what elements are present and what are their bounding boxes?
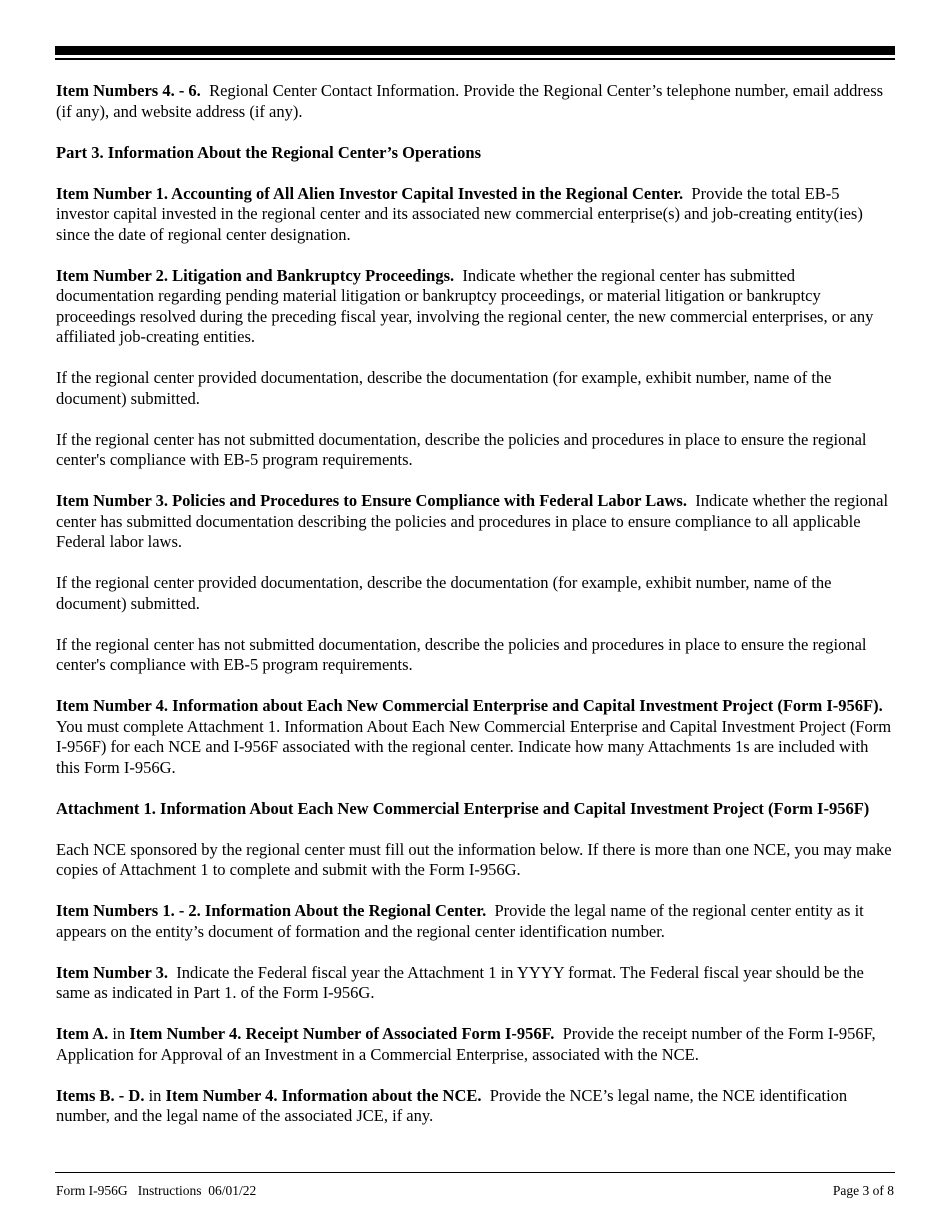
part3-item4: Item Number 4. Information about Each New Commercial Enterprise and Capital Investment Project (Form I-956F). You must complete Attachment 1. Information About Each New Commercial Enterprise and Capital Investment Project (Form I-956F) for each NCE and I-956F associated with the regional center. Indicate how many Attachments 1s are included with this Form I-956G. xyxy=(56,696,892,777)
part3-item2: Item Number 2. Litigation and Bankruptcy Proceedings. Indicate whether the regional center has submitted documentation regarding pending material litigation or bankruptcy proceedings, or material litigation or bankruptcy proceedings resolved during the preceding fiscal year, involving the regional center, the new commercial enterprises, or any affiliated job-creating entities. xyxy=(56,265,874,346)
footer-page-number: Page 3 of 8 xyxy=(832,1183,894,1198)
footer-rule xyxy=(55,1172,895,1173)
part3-item3-if-provided: If the regional center provided documentation, describe the documentation (for example, exhibit number, name of the document) submitted. xyxy=(56,573,832,613)
part3-item2-if-provided: If the regional center provided documentation, describe the documentation (for example, exhibit number, name of the document) submitted. xyxy=(56,368,832,408)
header-rule-thin xyxy=(55,58,895,60)
footer-form-id: Form I-956G Instructions 06/01/22 xyxy=(56,1183,257,1198)
attachment1-item4bd: Items B. - D. in Item Number 4. Information about the NCE. Provide the NCE’s legal name, the NCE identification number, and the legal name of the associated JCE, if any. xyxy=(56,1085,848,1125)
part3-item1: Item Number 1. Accounting of All Alien Investor Capital Invested in the Regional Center. Provide the total EB-5 investor capital invested in the regional center and its associated new commercial enterprise(s) and job-creating entity(ies) since the date of regional center designation. xyxy=(56,183,863,244)
attachment1-intro: Each NCE sponsored by the regional center must fill out the information below. If there is more than one NCE, you may make copies of Attachment 1 to complete and submit with the Form I-956G. xyxy=(56,839,892,879)
part3-item2-if-not-provided: If the regional center has not submitted documentation, describe the policies and procedures in place to ensure the regional center's compliance with EB-5 program requirements. xyxy=(56,429,867,469)
item-numbers-4-6: Item Numbers 4. - 6. Regional Center Contact Information. Provide the Regional Center’s telephone number, email address (if any), and website address (if any). xyxy=(56,81,884,121)
header-rule-thick xyxy=(55,46,895,55)
part3-title: Part 3. Information About the Regional Center’s Operations xyxy=(56,142,481,162)
attachment1-items-1-2: Item Numbers 1. - 2. Information About the Regional Center. Provide the legal name of the regional center entity as it appears on the entity’s document of formation and the regional center identification number. xyxy=(56,901,864,941)
attachment1-item3: Item Number 3. Indicate the Federal fiscal year the Attachment 1 in YYYY format. The Federal fiscal year should be the same as indicated in Part 1. of the Form I-956G. xyxy=(56,962,864,1002)
part3-item3: Item Number 3. Policies and Procedures to Ensure Compliance with Federal Labor Laws. Indicate whether the regional center has submitted documentation describing the policies and procedures in place to ensure compliance to all applicable Federal labor laws. xyxy=(56,491,889,551)
part3-item3-if-not-provided: If the regional center has not submitted documentation, describe the policies and procedures in place to ensure the regional center's compliance with EB-5 program requirements. xyxy=(56,634,867,674)
attachment1-title: Attachment 1. Information About Each New Commercial Enterprise and Capital Investment Project (Form I-956F) xyxy=(56,798,870,818)
attachment1-item4a: Item A. in Item Number 4. Receipt Number of Associated Form I-956F. Provide the receipt number of the Form I-956F, Application for Approval of an Investment in a Commercial Enterprise, associated with the NCE. xyxy=(56,1024,876,1064)
instructions-body xyxy=(56,81,894,1147)
